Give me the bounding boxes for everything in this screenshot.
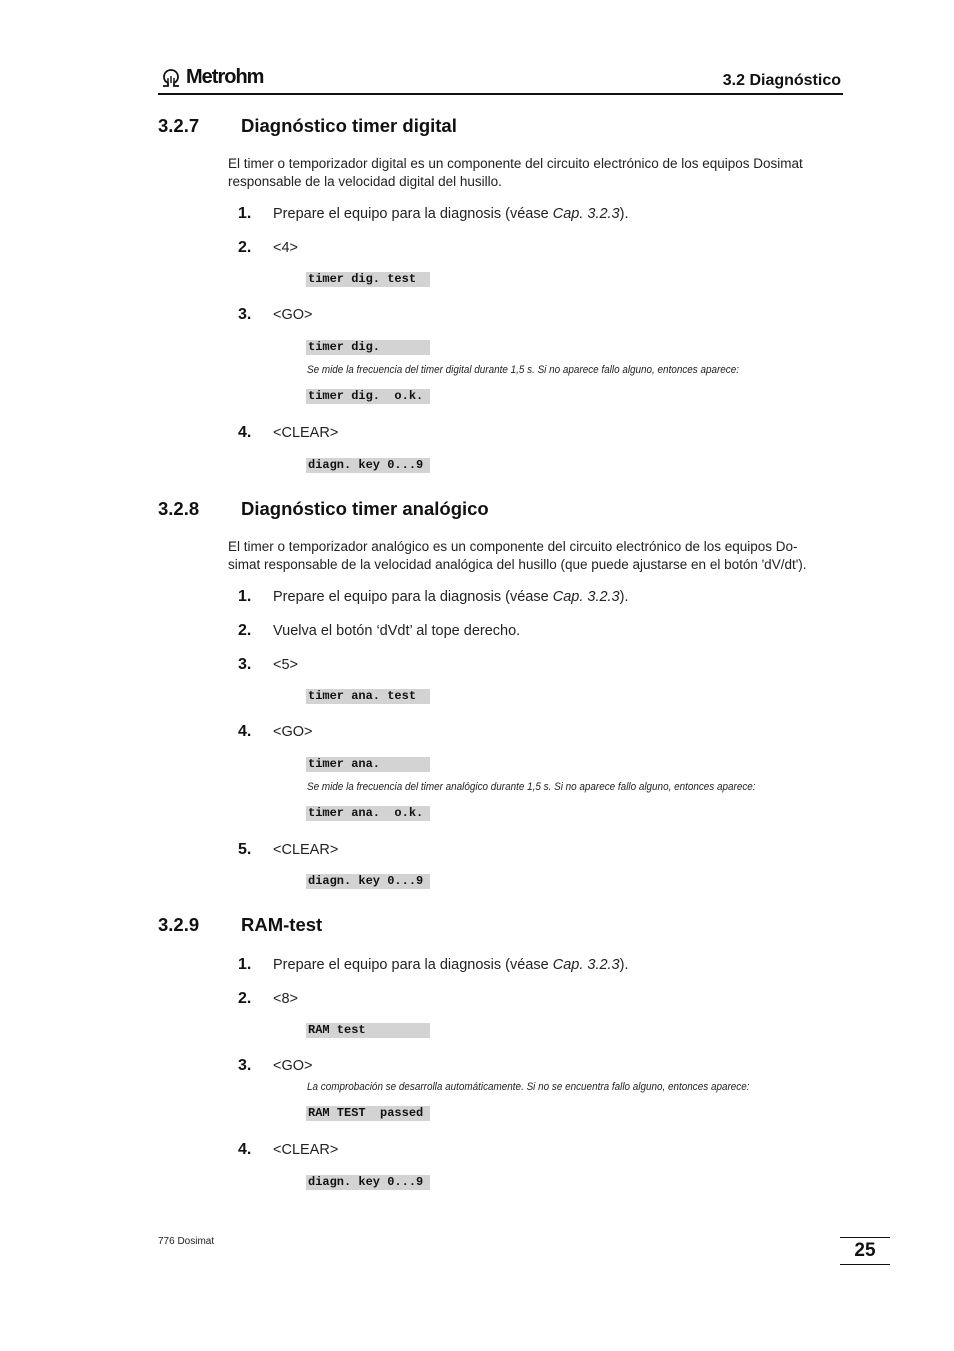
chapter-ref: Cap. 3.2.3 [552, 957, 620, 973]
step-text: <4> [273, 240, 298, 256]
step-number: 4. [238, 424, 252, 441]
chapter-ref: Cap. 3.2.3 [552, 589, 620, 605]
step-number: 2. [238, 239, 252, 256]
step-number: 3. [238, 656, 252, 673]
step-text: Prepare el equipo para la diagnosis (véase Cap. 3.2.3). [273, 957, 629, 973]
step-text: <GO> [273, 724, 313, 740]
step-note: Se mide la frecuencia del timer analógico durante 1,5 s. Si no aparece fallo alguno, entonces aparece: [307, 781, 756, 793]
step-number: 1. [238, 205, 252, 222]
device-display: diagn. key 0...9 [306, 1175, 430, 1190]
section-number: 3.2.8 [158, 498, 200, 519]
section-title: RAM-test [241, 914, 323, 935]
device-display: diagn. key 0...9 [306, 458, 430, 473]
omega-logo-icon [160, 67, 182, 89]
device-display: timer ana. test [306, 689, 430, 704]
header-divider [158, 93, 843, 95]
device-display: timer dig. test [306, 272, 430, 287]
step-text: <CLEAR> [273, 842, 339, 858]
metrohm-logo [160, 66, 263, 89]
header-section-title: 3.2 Diagnóstico [722, 72, 841, 89]
footer-divider [840, 1264, 890, 1265]
step-number: 4. [238, 1141, 252, 1158]
chapter-ref: Cap. 3.2.3 [552, 206, 620, 222]
step-number: 5. [238, 841, 252, 858]
step-text: <5> [273, 657, 298, 673]
device-display: timer ana. [306, 757, 430, 772]
step-text: Prepare el equipo para la diagnosis (véase Cap. 3.2.3). [273, 589, 629, 605]
step-text: Vuelva el botón ‘dVdt’ al tope derecho. [273, 623, 521, 639]
step-text: <GO> [273, 1058, 313, 1074]
step-number: 4. [238, 723, 252, 740]
step-number: 2. [238, 622, 252, 639]
page-number: 25 [854, 1240, 876, 1261]
step-note: Se mide la frecuencia del timer digital durante 1,5 s. Si no aparece fallo alguno, entonces aparece: [307, 364, 740, 376]
device-display: RAM TEST passed [306, 1106, 430, 1121]
device-display: timer ana. o.k. [306, 806, 430, 821]
logo-text: Metrohm [186, 66, 264, 88]
step-number: 2. [238, 990, 252, 1007]
device-display: timer dig. [306, 340, 430, 355]
step-number: 3. [238, 306, 252, 323]
step-text: Prepare el equipo para la diagnosis (véase Cap. 3.2.3). [273, 206, 629, 222]
footer-divider [840, 1237, 890, 1238]
step-text: <8> [273, 991, 298, 1007]
section-number: 3.2.7 [158, 115, 200, 136]
device-display: diagn. key 0...9 [306, 874, 430, 889]
footer-product: 776 Dosimat [158, 1236, 215, 1247]
section-title: Diagnóstico timer digital [241, 115, 457, 136]
device-display: RAM test [306, 1023, 430, 1038]
section-number: 3.2.9 [158, 914, 200, 935]
step-text: <GO> [273, 307, 313, 323]
step-note: La comprobación se desarrolla automáticamente. Si no se encuentra fallo alguno, entonces aparece: [307, 1081, 750, 1093]
step-number: 1. [238, 588, 252, 605]
step-text: <CLEAR> [273, 425, 339, 441]
device-display: timer dig. o.k. [306, 389, 430, 404]
section-title: Diagnóstico timer analógico [241, 498, 489, 519]
step-number: 1. [238, 956, 252, 973]
step-number: 3. [238, 1057, 252, 1074]
section-intro: El timer o temporizador digital es un componente del circuito electrónico de los equipos Dosimat responsable de la velocidad digital del husillo. [228, 156, 803, 189]
section-intro: El timer o temporizador analógico es un componente del circuito electrónico de los equipos Do- simat responsable de la velocidad analógica del husillo (que puede ajustarse en el botón 'dV/dt'). [228, 539, 807, 572]
step-text: <CLEAR> [273, 1142, 339, 1158]
